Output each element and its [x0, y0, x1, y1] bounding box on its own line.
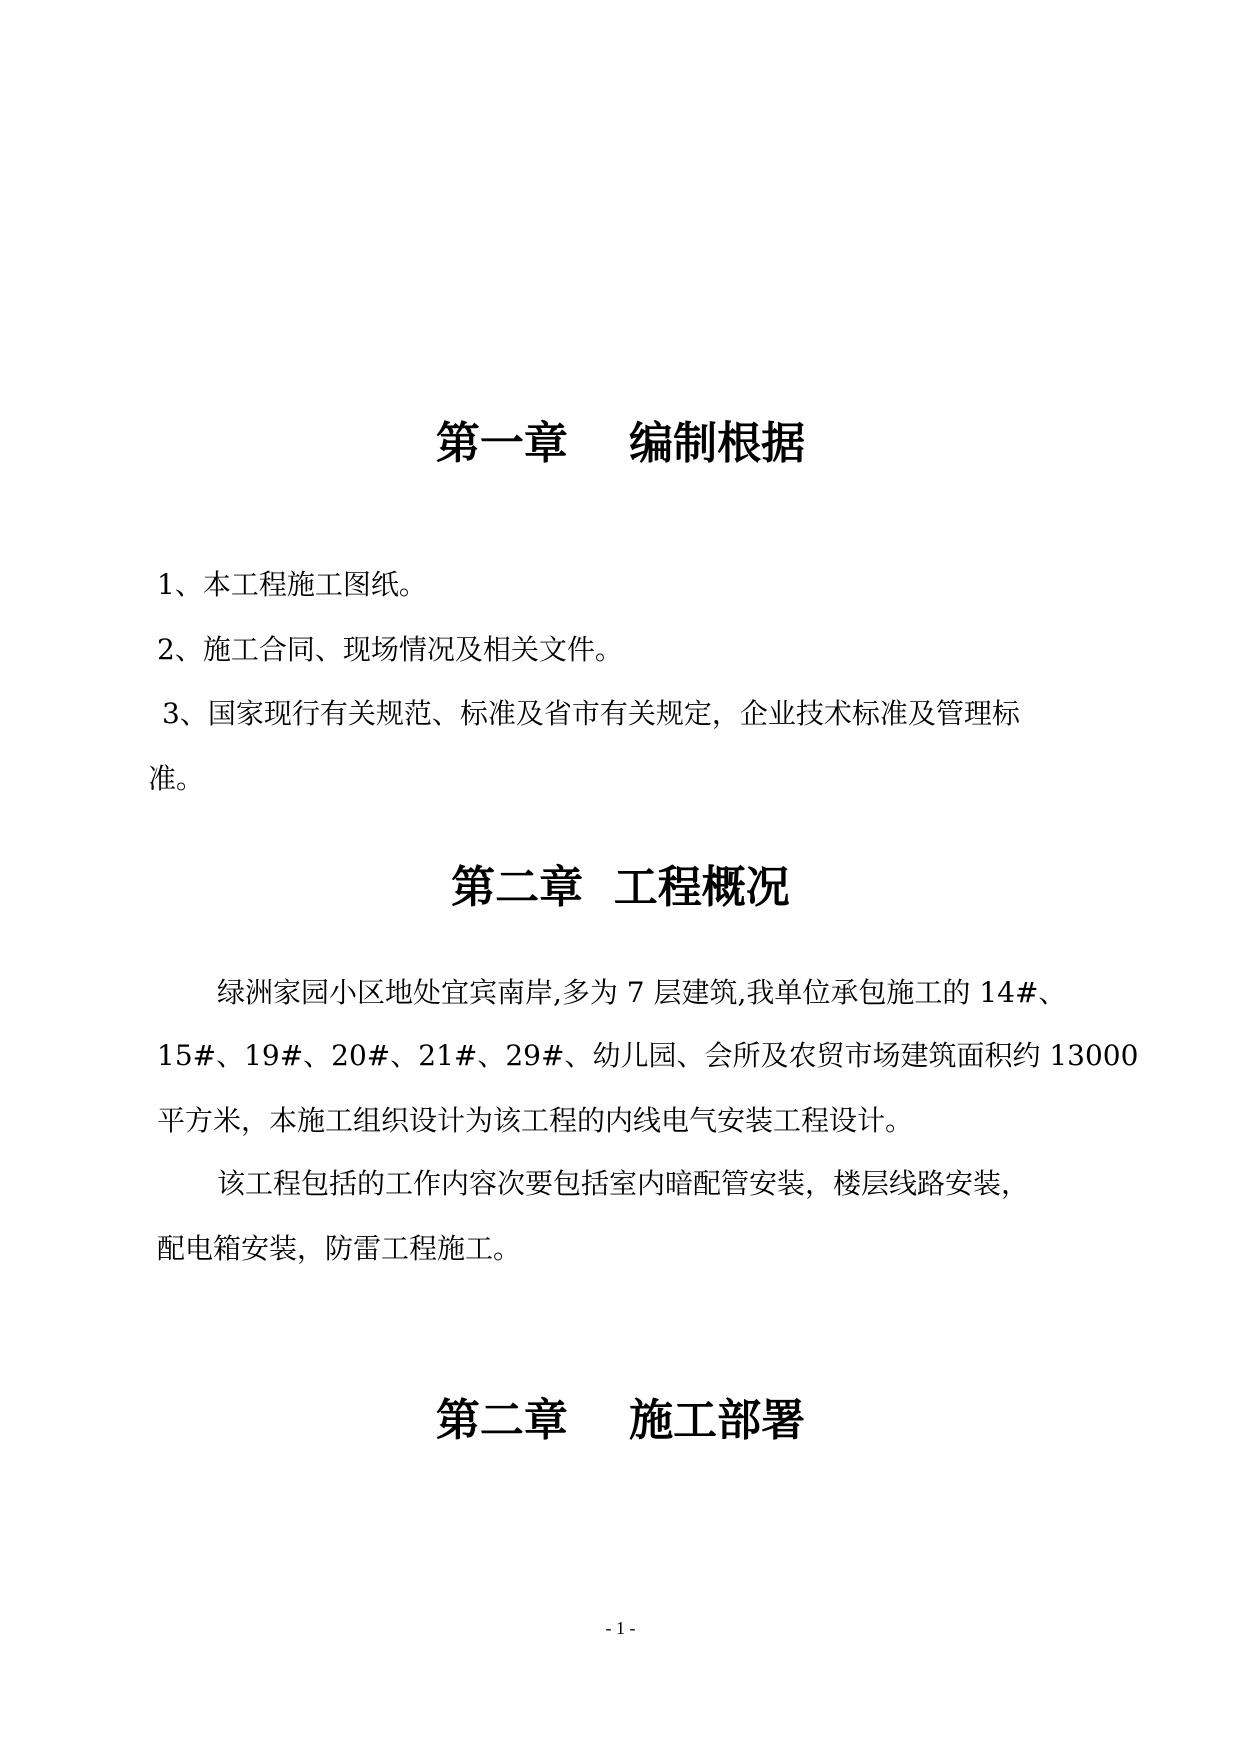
chapter3-title: 第二章 施工部署: [435, 1395, 806, 1446]
chapter2-paragraph1-line2: 15#、19#、20#、21#、29#、幼儿园、会所及农贸市场建筑面积约 13000: [157, 1039, 1139, 1072]
page-number: - 1 -: [605, 1618, 636, 1638]
chapter1-item-1: 1、本工程施工图纸。: [157, 568, 427, 601]
chapter2-paragraph1-line3: 平方米，本施工组织设计为该工程的内线电气安装工程设计。: [157, 1104, 914, 1137]
chapter1-item-3: 3、国家现行有关规范、标准及省市有关规定，企业技术标准及管理标: [162, 697, 1020, 730]
chapter2-paragraph1-line1: 绿洲家园小区地处宜宾南岸,多为 7 层建筑,我单位承包施工的 14#、: [217, 976, 1067, 1009]
chapter2-paragraph2-line2: 配电箱安装，防雷工程施工。: [157, 1232, 522, 1265]
chapter1-title: 第一章 编制根据: [435, 418, 806, 469]
chapter1-item-2: 2、施工合同、现场情况及相关文件。: [157, 633, 623, 666]
chapter1-item-3-continued: 准。: [148, 762, 205, 795]
chapter2-paragraph2-line1: 该工程包括的工作内容次要包括室内暗配管安装，楼层线路安装，: [217, 1167, 1030, 1200]
chapter2-title: 第二章 工程概况: [451, 862, 790, 913]
